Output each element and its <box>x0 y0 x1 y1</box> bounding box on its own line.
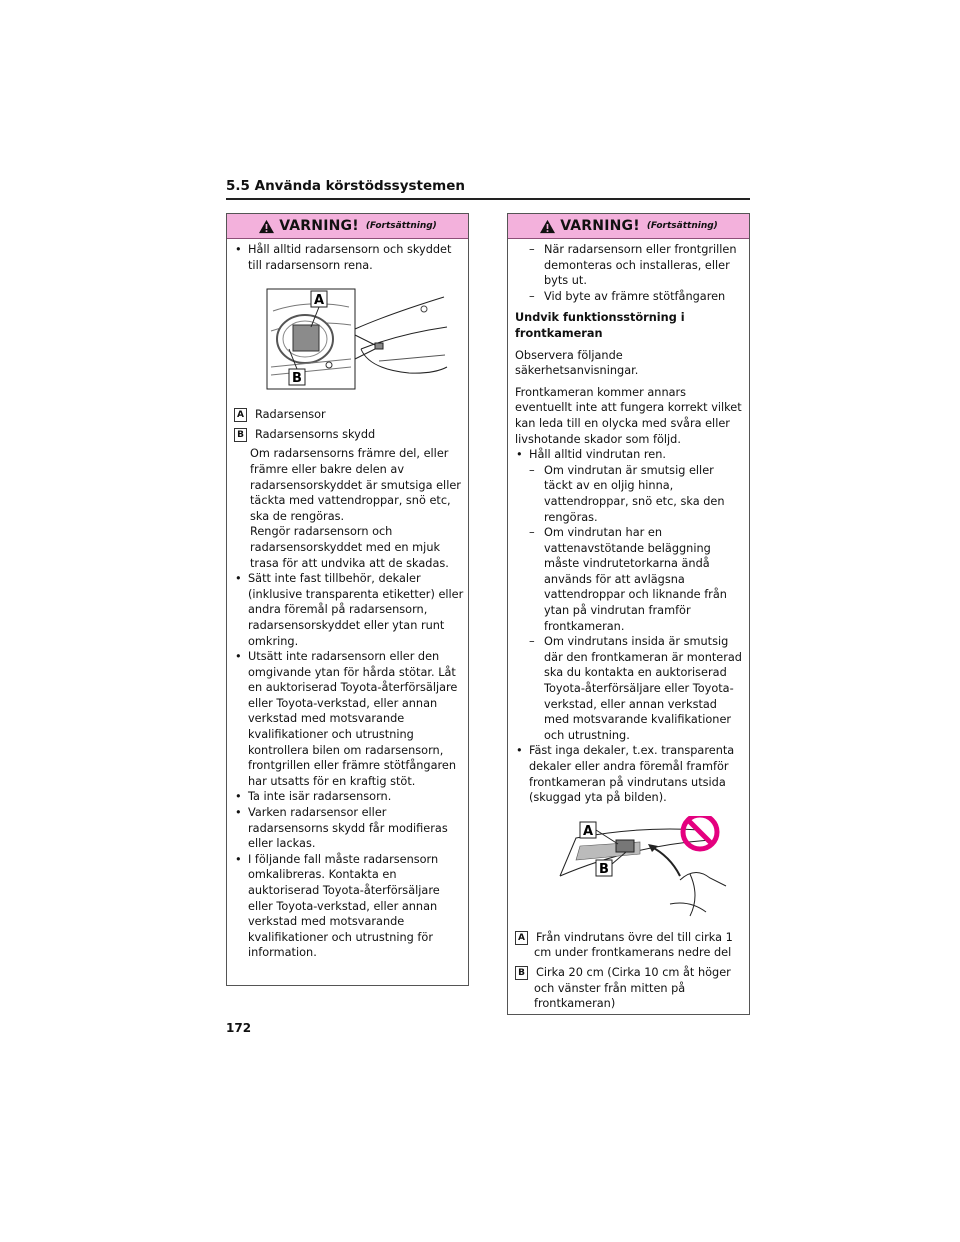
figure-label-a: A <box>313 293 325 309</box>
bullet-item: • Utsätt inte radarsensorn eller den omgivande ytan för hårda stötar. Låt en auktoriserad Toyota-återförsäljare eller Toyota-verkstad, eller annan verkstad med motsvarande kvalifikationer och utrustning kontrollera bilen om radarsensorn, frontgrillen eller främre stötfångaren har utsatts för en kraftig stöt. <box>234 649 464 789</box>
warning-continued: (Fortsättning) <box>365 221 437 231</box>
section-title: 5.5 Använda körstödssystemen <box>226 178 465 194</box>
dash-item: – Om vindrutans insida är smutsig där den frontkameran är monterad ska du kontakta en auktoriserad Toyota-återförsäljare eller Toyota-verkstad, eller annan verkstad med motsvarande kvalifikationer och utrustning. <box>529 635 742 742</box>
dash-item: – Om vindrutan är smutsig eller täckt av en oljig hinna, vattendroppar, snö etc, ska den rengöras. <box>529 463 725 524</box>
dash-item: – Vid byte av främre stötfångaren <box>529 289 726 303</box>
legend-letter: B <box>234 428 247 442</box>
figure-label-b: B <box>599 861 609 877</box>
page-number: 172 <box>226 1021 252 1035</box>
section-divider <box>226 198 750 200</box>
paragraph: Observera följande säkerhetsanvisningar. <box>515 348 639 378</box>
warning-header <box>508 214 749 239</box>
figure-label-b: B <box>292 371 302 387</box>
warning-triangle-icon <box>258 219 275 234</box>
warning-box-left <box>226 213 469 986</box>
dash-item: – När radarsensorn eller frontgrillen demonteras och installeras, eller byts ut. <box>529 243 737 288</box>
legend-item-b: B Cirka 20 cm (Cirka 10 cm åt höger och vänster från mitten på frontkameran) <box>515 965 745 1012</box>
warning-title: VARNING! <box>560 218 640 234</box>
legend-letter: A <box>515 931 528 945</box>
bullet-item: • Håll alltid vindrutan ren. <box>515 447 745 463</box>
bullet-item: • Fäst inga dekaler, t.ex. transparenta dekaler eller andra föremål framför frontkameran på vindrutans utsida (skuggad yta på bilden). <box>515 743 745 805</box>
bullet-item: • Ta inte isär radarsensorn. <box>234 789 464 805</box>
warning-triangle-icon <box>539 219 556 234</box>
legend-letter: B <box>515 966 528 980</box>
dash-item: – Om vindrutan har en vattenavstötande beläggning måste vindrutetorkarna ändå används för att avlägsna vattendroppar och liknande från ytan på vindrutan framför frontkameran. <box>529 526 727 633</box>
subheading: Undvik funktionsstörning i frontkameran <box>515 311 685 340</box>
legend-item-a: A Radarsensor <box>234 407 464 423</box>
note-paragraph: Rengör radarsensorn och radarsensorskyddet med en mjuk trasa för att undvika att de skadas. <box>250 525 449 570</box>
warning-title: VARNING! <box>279 218 359 234</box>
radar-sensor-figure <box>249 279 449 403</box>
note-paragraph: Om radarsensorns främre del, eller främre eller bakre delen av radarsensorskyddet är smutsiga eller täckta med vattendroppar, snö etc, ska de rengöras. <box>250 447 461 523</box>
bullet-item: • Sätt inte fast tillbehör, dekaler (inklusive transparenta etiketter) eller andra föremål på radarsensorn, radarsensorskyddet eller ytan runt omkring. <box>234 571 464 649</box>
bullet-item: • I följande fall måste radarsensorn omkalibreras. Kontakta en auktoriserad Toyota-återförsäljare eller Toyota-verkstad, eller annan verkstad med motsvarande kvalifikationer och utrustning för information. <box>234 852 464 961</box>
bullet-item: • Håll alltid radarsensorn och skyddet till radarsensorn rena. <box>234 242 464 273</box>
legend-item-b: B Radarsensorns skydd <box>234 427 464 443</box>
figure-label-a: A <box>582 823 594 839</box>
legend-letter: A <box>234 408 247 422</box>
paragraph: Frontkameran kommer annars eventuellt inte att fungera korrekt vilket kan leda till en olycka med svåra eller livshotande skador som följd. <box>515 385 742 446</box>
windshield-figure <box>530 816 730 926</box>
legend-item-a: A Från vindrutans övre del till cirka 1 cm under frontkamerans nedre del <box>515 930 745 961</box>
warning-continued: (Fortsättning) <box>646 221 718 231</box>
warning-box-right <box>507 213 750 1015</box>
bullet-item: • Varken radarsensor eller radarsensorns skydd får modifieras eller lackas. <box>234 805 464 852</box>
warning-header <box>227 214 468 239</box>
